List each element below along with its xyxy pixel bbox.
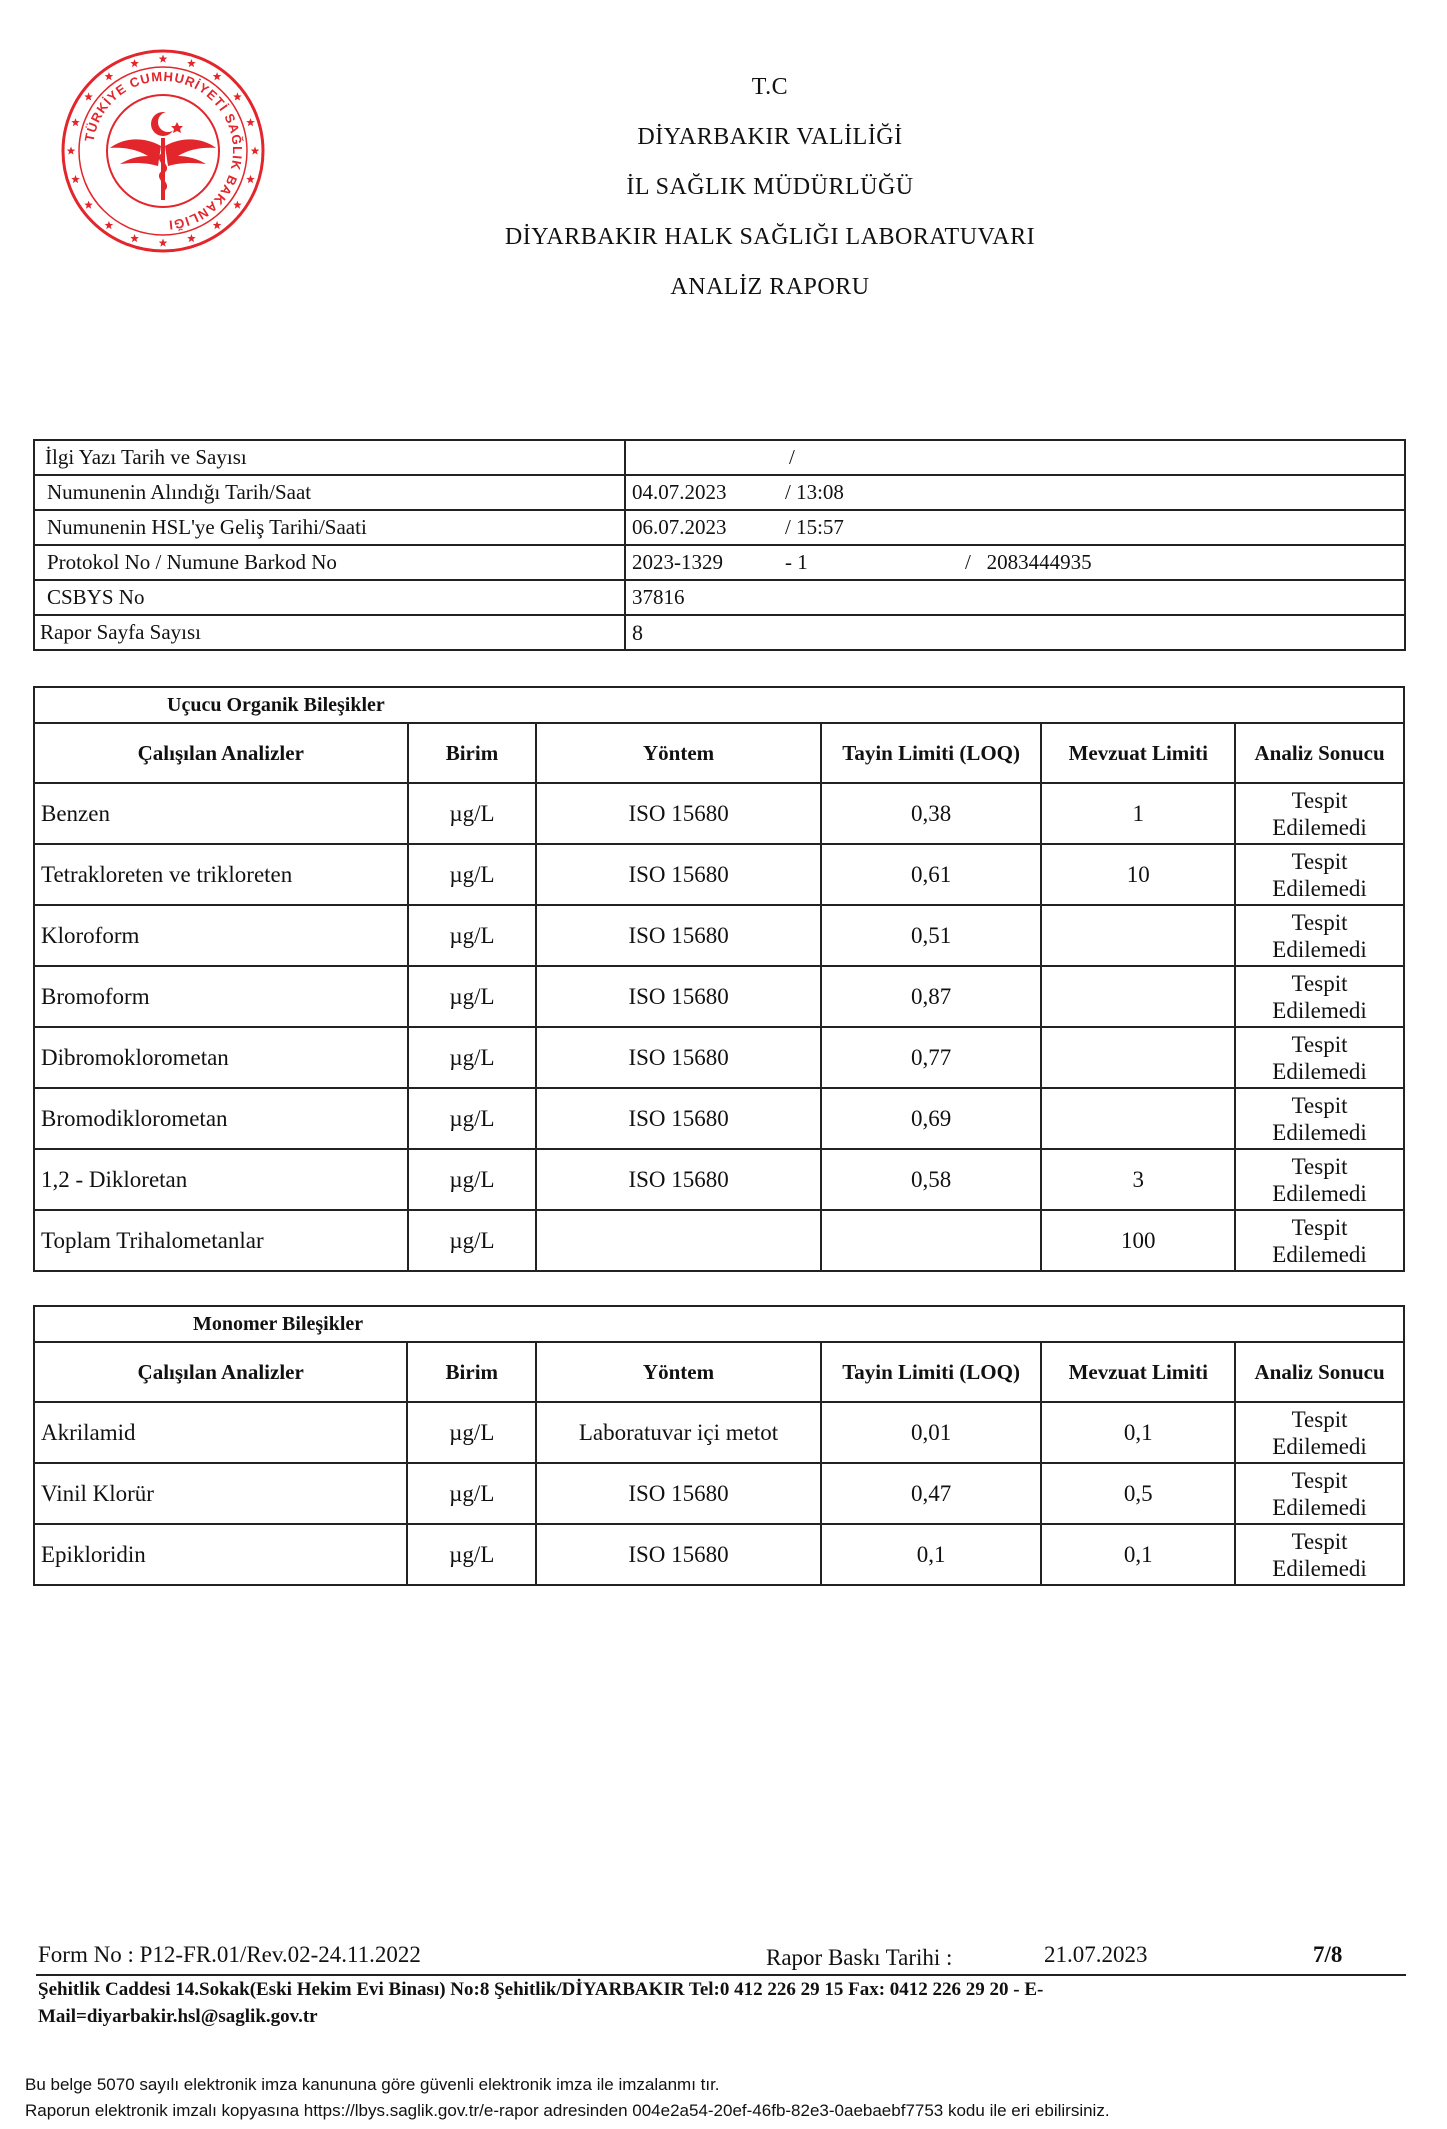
- result-text: Tespit: [1291, 1467, 1348, 1493]
- seal-star: [84, 201, 93, 209]
- analyte-name: Vinil Klorür: [34, 1463, 407, 1524]
- monomer-analysis-table: [33, 1305, 1405, 1586]
- table-row: [34, 905, 1404, 966]
- report-header: [360, 62, 1180, 312]
- seal-star: [105, 221, 114, 229]
- method: [536, 1210, 820, 1271]
- sample-info-table: [33, 439, 1406, 651]
- unit: µg/L: [408, 1027, 537, 1088]
- method: ISO 15680: [536, 905, 820, 966]
- regulatory-limit: 1: [1041, 783, 1235, 844]
- unit: µg/L: [408, 966, 537, 1027]
- result-text: Edilemedi: [1272, 1433, 1367, 1459]
- seal-star: [246, 175, 255, 183]
- result-text: Edilemedi: [1272, 1119, 1367, 1145]
- seal-star: [213, 221, 222, 229]
- loq-value: 0,58: [821, 1149, 1042, 1210]
- analyte-name: Bromoform: [34, 966, 408, 1027]
- method: ISO 15680: [536, 1524, 821, 1585]
- result-text: Tespit: [1291, 848, 1348, 874]
- regulatory-limit: 0,1: [1041, 1524, 1235, 1585]
- header-report-title: ANALİZ RAPORU: [670, 274, 870, 300]
- result-text: Edilemedi: [1272, 814, 1367, 840]
- info-row-sayfa: [34, 615, 1405, 650]
- unit: µg/L: [408, 1210, 537, 1271]
- method: ISO 15680: [536, 783, 820, 844]
- analysis-result: [1235, 1088, 1404, 1149]
- analysis-result: [1235, 783, 1404, 844]
- info-row-protokol: [34, 545, 1405, 580]
- info-row-gelis: [34, 510, 1405, 545]
- seal-star: [84, 92, 93, 100]
- result-text: Edilemedi: [1272, 1494, 1367, 1520]
- analyte-name: Tetrakloreten ve trikloreten: [34, 844, 408, 905]
- analyte-name: Benzen: [34, 783, 408, 844]
- page-number: 7/8: [1313, 1942, 1343, 1967]
- table-row: [34, 1149, 1404, 1210]
- lab-address: [38, 1976, 1238, 2030]
- loq-value: 0,47: [821, 1463, 1042, 1524]
- seal-star: [159, 239, 168, 247]
- col-analiz: Çalışılan Analizler: [34, 723, 408, 783]
- regulatory-limit: [1041, 1088, 1235, 1149]
- regulatory-limit: 10: [1041, 844, 1235, 905]
- voc-section-title: Uçucu Organik Bileşikler: [167, 693, 385, 716]
- analysis-result: [1235, 966, 1404, 1027]
- info-barkod: / 2083444935: [965, 550, 1092, 574]
- table-header-row: [34, 1342, 1404, 1402]
- regulatory-limit: 100: [1041, 1210, 1235, 1271]
- unit: µg/L: [408, 1088, 537, 1149]
- analyte-name: Epikloridin: [34, 1524, 407, 1585]
- analyte-name: Kloroform: [34, 905, 408, 966]
- header-laboratuvar: DİYARBAKIR HALK SAĞLIĞI LABORATUVARI: [504, 224, 1036, 250]
- info-value: [625, 545, 1405, 580]
- result-text: Tespit: [1291, 1528, 1348, 1554]
- seal-star: [159, 55, 168, 63]
- analysis-result: [1235, 844, 1404, 905]
- seal-star: [71, 118, 80, 126]
- table-row: [34, 1524, 1404, 1585]
- seal-star: [105, 72, 114, 80]
- info-value: [625, 440, 1405, 475]
- seal-ring-text: TÜRKİYE CUMHURİYETİ SAĞLIK BAKANLIĞI: [81, 68, 246, 233]
- esign-line-2: Raporun elektronik imzalı kopyasına https://lbys.saglik.gov.tr/e-rapor adresinden 004e2a54-20ef-46fb-82e3-0aebaebf7753 kodu ile eri ebilirsiniz.: [25, 2101, 1110, 2120]
- loq-value: 0,38: [821, 783, 1042, 844]
- address-line-2: Mail=diyarbakir.hsl@saglik.gov.tr: [38, 2006, 318, 2027]
- analysis-result: [1235, 1524, 1404, 1585]
- regulatory-limit: 0,1: [1041, 1402, 1235, 1463]
- info-row-alindi: [34, 475, 1405, 510]
- col-mevzuat: Mevzuat Limiti: [1041, 1342, 1235, 1402]
- table-row: [34, 1463, 1404, 1524]
- col-loq: Tayin Limiti (LOQ): [821, 1342, 1042, 1402]
- header-valilik: DİYARBAKIR VALİLİĞİ: [637, 124, 903, 150]
- result-text: Tespit: [1291, 1406, 1348, 1432]
- result-text: Edilemedi: [1272, 936, 1367, 962]
- form-info-line: [36, 1942, 1406, 1976]
- table-row: [34, 844, 1404, 905]
- seal-star: [187, 234, 196, 242]
- section-title-cell: [34, 1306, 1404, 1342]
- info-value: [625, 510, 1405, 545]
- info-ilgi-sep: /: [789, 445, 795, 469]
- result-text: Tespit: [1291, 1031, 1348, 1057]
- result-text: Edilemedi: [1272, 1058, 1367, 1084]
- section-title-row: [34, 1306, 1404, 1342]
- loq-value: 0,61: [821, 844, 1042, 905]
- unit: µg/L: [408, 783, 537, 844]
- analyte-name: Dibromoklorometan: [34, 1027, 408, 1088]
- result-text: Edilemedi: [1272, 1241, 1367, 1267]
- result-text: Tespit: [1291, 909, 1348, 935]
- info-label: Rapor Sayfa Sayısı: [34, 615, 625, 650]
- method: ISO 15680: [536, 1149, 820, 1210]
- seal-star: [130, 59, 139, 67]
- result-text: Edilemedi: [1272, 1180, 1367, 1206]
- seal-star: [213, 72, 222, 80]
- address-line-1: Şehitlik Caddesi 14.Sokak(Eski Hekim Evi Binası) No:8 Şehitlik/DİYARBAKIR Tel:0 412 226 29 15 Fax: 0412 226 29 20 - E-: [38, 1979, 1044, 2000]
- method: ISO 15680: [536, 1027, 820, 1088]
- analyte-name: Toplam Trihalometanlar: [34, 1210, 408, 1271]
- info-label: CSBYS No: [34, 580, 625, 615]
- seal-star: [246, 118, 255, 126]
- result-text: Edilemedi: [1272, 1555, 1367, 1581]
- info-gelis-date: 06.07.2023: [632, 515, 727, 539]
- regulatory-limit: 3: [1041, 1149, 1235, 1210]
- loq-value: 0,77: [821, 1027, 1042, 1088]
- section-title-cell: [34, 687, 1404, 723]
- result-text: Tespit: [1291, 1153, 1348, 1179]
- result-text: Tespit: [1291, 1092, 1348, 1118]
- info-label: Numunenin Alındığı Tarih/Saat: [34, 475, 625, 510]
- analysis-result: [1235, 1027, 1404, 1088]
- loq-value: 0,01: [821, 1402, 1042, 1463]
- method: ISO 15680: [536, 1088, 820, 1149]
- unit: µg/L: [408, 905, 537, 966]
- table-header-row: [34, 723, 1404, 783]
- seal-star: [130, 234, 139, 242]
- regulatory-limit: 0,5: [1041, 1463, 1235, 1524]
- method: Laboratuvar içi metot: [536, 1402, 821, 1463]
- info-label: İlgi Yazı Tarih ve Sayısı: [34, 440, 625, 475]
- analysis-result: [1235, 905, 1404, 966]
- result-text: Edilemedi: [1272, 875, 1367, 901]
- monomer-section-title: Monomer Bileşikler: [193, 1312, 364, 1335]
- col-yontem: Yöntem: [536, 1342, 821, 1402]
- analysis-result: [1235, 1463, 1404, 1524]
- header-tc: T.C: [751, 74, 789, 100]
- info-sayfa-value: 8: [625, 615, 1405, 650]
- col-analiz: Çalışılan Analizler: [34, 1342, 407, 1402]
- result-text: Tespit: [1291, 970, 1348, 996]
- esign-line-1: Bu belge 5070 sayılı elektronik imza kanununa göre güvenli elektronik imza ile imzalanmı tır.: [25, 2075, 720, 2094]
- table-row: [34, 966, 1404, 1027]
- print-date-label: Rapor Baskı Tarihi :: [766, 1945, 953, 1970]
- table-row: [34, 1402, 1404, 1463]
- seal-star: [67, 147, 76, 155]
- col-loq: Tayin Limiti (LOQ): [821, 723, 1042, 783]
- info-value: [625, 475, 1405, 510]
- form-number: Form No : P12-FR.01/Rev.02-24.11.2022: [38, 1942, 421, 1967]
- analyte-name: Bromodiklorometan: [34, 1088, 408, 1149]
- info-label: Protokol No / Numune Barkod No: [34, 545, 625, 580]
- regulatory-limit: [1041, 905, 1235, 966]
- seal-star: [233, 92, 242, 100]
- print-date: 21.07.2023: [1044, 1942, 1148, 1967]
- table-row: [34, 1210, 1404, 1271]
- table-row: [34, 1088, 1404, 1149]
- info-label: Numunenin HSL'ye Geliş Tarihi/Saati: [34, 510, 625, 545]
- info-protokol-no: 2023-1329: [632, 550, 723, 574]
- esignature-note: [25, 2072, 1425, 2124]
- loq-value: [821, 1210, 1042, 1271]
- info-alindi-time: / 13:08: [785, 480, 844, 504]
- analysis-result: [1235, 1149, 1404, 1210]
- info-gelis-time: / 15:57: [785, 515, 844, 539]
- unit: µg/L: [408, 844, 537, 905]
- ministry-seal-logo: [58, 46, 268, 256]
- result-text: Tespit: [1291, 1214, 1348, 1240]
- result-text: Tespit: [1291, 787, 1348, 813]
- unit: µg/L: [407, 1402, 536, 1463]
- info-protokol-sub: - 1: [785, 550, 808, 574]
- seal-star: [187, 59, 196, 67]
- method: ISO 15680: [536, 1463, 821, 1524]
- analyte-name: 1,2 - Dikloretan: [34, 1149, 408, 1210]
- section-title-row: [34, 687, 1404, 723]
- seal-star: [233, 201, 242, 209]
- regulatory-limit: [1041, 1027, 1235, 1088]
- method: ISO 15680: [536, 844, 820, 905]
- table-row: [34, 1027, 1404, 1088]
- seal-star: [251, 147, 260, 155]
- info-alindi-date: 04.07.2023: [632, 480, 727, 504]
- unit: µg/L: [408, 1149, 537, 1210]
- loq-value: 0,51: [821, 905, 1042, 966]
- col-sonuc: Analiz Sonucu: [1235, 723, 1404, 783]
- col-mevzuat: Mevzuat Limiti: [1041, 723, 1235, 783]
- result-text: Edilemedi: [1272, 997, 1367, 1023]
- loq-value: 0,69: [821, 1088, 1042, 1149]
- col-sonuc: Analiz Sonucu: [1235, 1342, 1404, 1402]
- col-birim: Birim: [407, 1342, 536, 1402]
- table-row: [34, 783, 1404, 844]
- loq-value: 0,87: [821, 966, 1042, 1027]
- unit: µg/L: [407, 1524, 536, 1585]
- analysis-result: [1235, 1402, 1404, 1463]
- info-row-csbys: [34, 580, 1405, 615]
- unit: µg/L: [407, 1463, 536, 1524]
- loq-value: 0,1: [821, 1524, 1042, 1585]
- header-mudurluk: İL SAĞLIK MÜDÜRLÜĞÜ: [626, 174, 914, 200]
- info-row-ilgi: [34, 440, 1405, 475]
- voc-analysis-table: [33, 686, 1405, 1272]
- analysis-result: [1235, 1210, 1404, 1271]
- info-csbys-value: 37816: [625, 580, 1405, 615]
- regulatory-limit: [1041, 966, 1235, 1027]
- seal-star: [71, 175, 80, 183]
- col-yontem: Yöntem: [536, 723, 820, 783]
- col-birim: Birim: [408, 723, 537, 783]
- analyte-name: Akrilamid: [34, 1402, 407, 1463]
- method: ISO 15680: [536, 966, 820, 1027]
